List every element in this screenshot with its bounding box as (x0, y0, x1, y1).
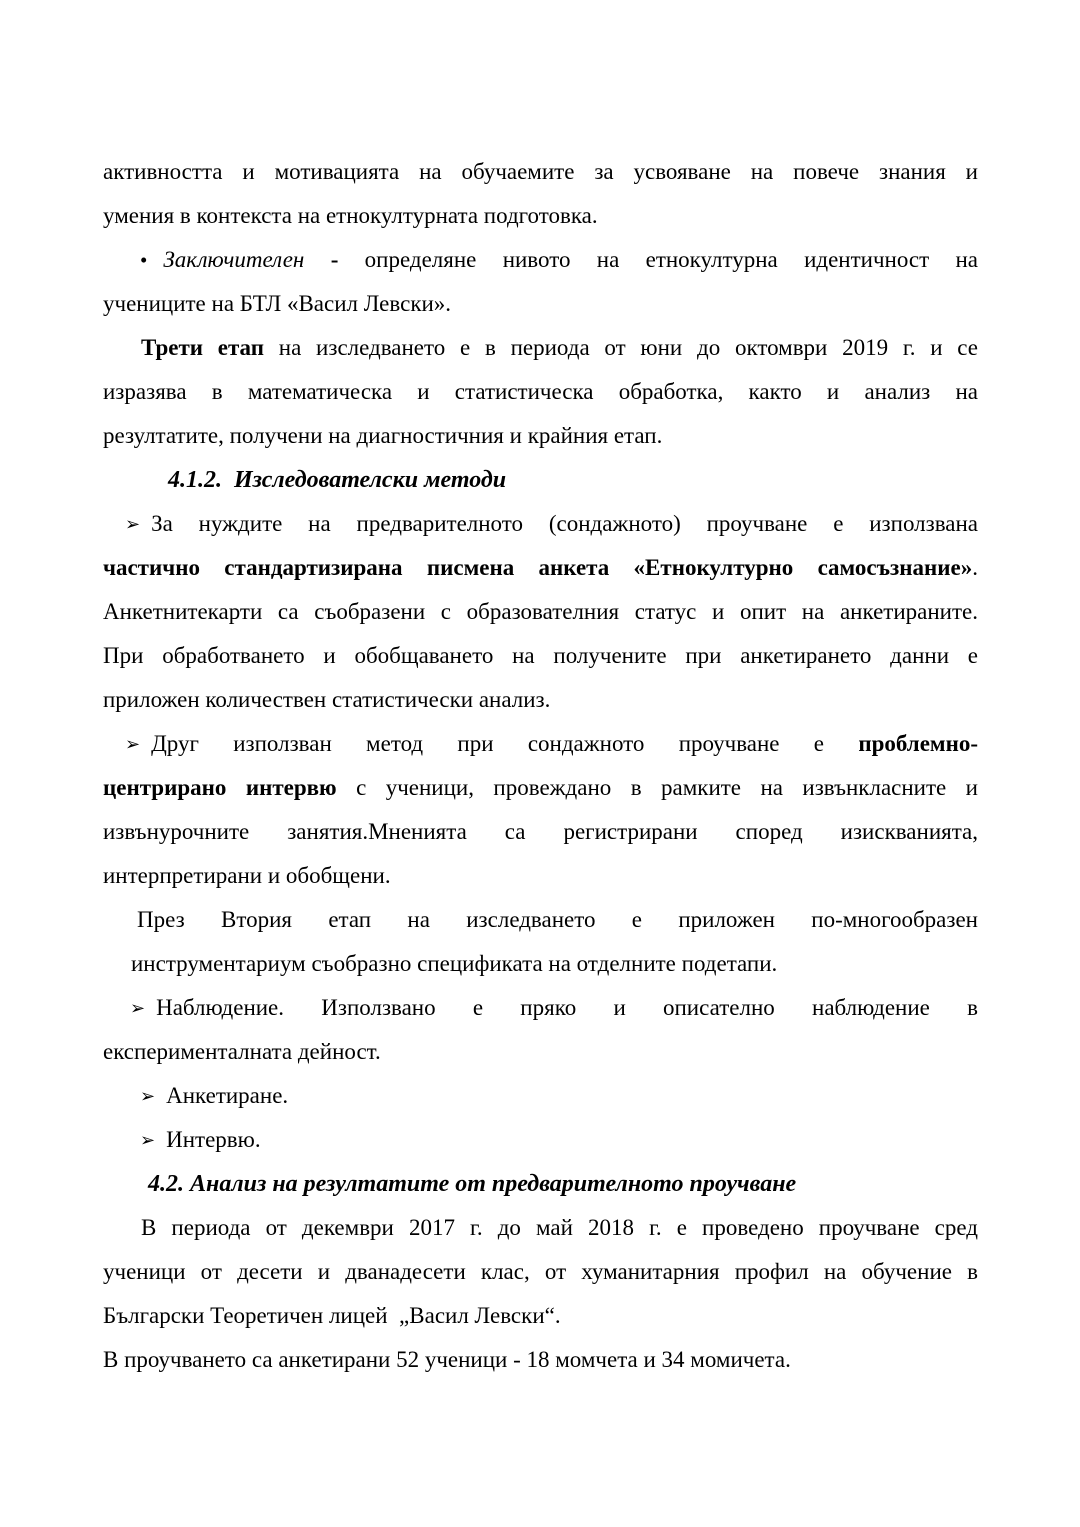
text-run: В периода от декември 2017 г. до май 2018 г. е проведено проучване сред (141, 1215, 978, 1240)
arrow-marker-icon: ➢ (140, 1086, 156, 1107)
arrow-marker-icon: ➢ (130, 998, 146, 1019)
arrow-item-drug-line-3 (103, 810, 978, 854)
page-content (103, 150, 978, 1382)
text-run: Интервю. (166, 1127, 261, 1152)
bullet-item-zaklyuchitelen-line-1 (103, 238, 978, 282)
text-run: Друг използван метод при сондажното проучване е (151, 731, 859, 756)
text-run: Анкетнитекарти са съобразени с образователния статус и опит на анкетираните. (103, 599, 978, 624)
text-run: интерпретирани и обобщени. (103, 863, 391, 888)
text-run: с ученици, провеждано в рамките на извънкласните и (336, 775, 978, 800)
text-run: умения в контекста на етнокултурната подготовка. (103, 203, 598, 228)
text-run: учениците на БТЛ «Васил Левски». (103, 291, 452, 316)
text-run: При обработването и обобщаването на получените при анкетирането данни е (103, 643, 978, 668)
paragraph-treti-etap-line-2 (103, 370, 978, 414)
text-run: резултатите, получени на диагностичния и крайния етап. (103, 423, 663, 448)
paragraph-v-perioda-line-2 (103, 1250, 978, 1294)
text-run: частично стандартизирана писмена анкета «Етнокултурно самосъзнание» (103, 555, 973, 580)
arrow-item-nablyudenie-line-2 (103, 1030, 978, 1074)
paragraph-v-perioda-line-3 (103, 1294, 978, 1338)
arrow-item-intervyu (103, 1118, 978, 1162)
arrow-item-drug-line-4 (103, 854, 978, 898)
text-run: 4.1.2. Изследователски методи (168, 467, 507, 493)
paragraph-treti-etap-line-3 (103, 414, 978, 458)
text-run: През Втория етап на изследването е приложен по-многообразен (137, 907, 978, 932)
arrow-item-nablyudenie-line-1 (103, 986, 978, 1030)
text-run: За нуждите на предварителното (сондажното) проучване е използвана (151, 511, 978, 536)
text-run: Заключителен (163, 247, 305, 272)
paragraph-treti-etap-line-1 (103, 326, 978, 370)
paragraph-prez-vtoria-line-1 (103, 898, 978, 942)
text-run: експерименталната дейност. (103, 1039, 381, 1064)
bullet-marker-icon: • (140, 248, 148, 272)
text-run: определяне нивото на етнокултурна идентичност на (338, 247, 979, 272)
text-run: инструментариум съобразно спецификата на отделните подетапи. (131, 951, 778, 976)
arrow-item-za-nuzhdite-line-5 (103, 678, 978, 722)
text-run: извънурочните занятия.Мненията са регистрирани според изискванията, (103, 819, 978, 844)
text-run: на изследването е в периода от юни до октомври 2019 г. и се (264, 335, 978, 360)
text-run: Трети етап (141, 335, 265, 360)
arrow-marker-icon: ➢ (125, 734, 141, 755)
paragraph-v-prouchvaneto (103, 1338, 978, 1382)
paragraph-v-perioda-line-1 (103, 1206, 978, 1250)
text-run: центрирано интервю (103, 775, 337, 800)
arrow-marker-icon: ➢ (140, 1130, 156, 1151)
text-run: приложен количествен статистически анализ. (103, 687, 551, 712)
arrow-item-za-nuzhdite-line-4 (103, 634, 978, 678)
section-heading-4-2 (103, 1162, 978, 1206)
paragraph-aktivnostta-line-2 (103, 194, 978, 238)
text-run: ученици от десети и дванадесети клас, от хуманитарния профил на обучение в (103, 1259, 978, 1284)
text-run: . (972, 555, 978, 580)
paragraph-prez-vtoria-line-2 (103, 942, 978, 986)
text-run: Български Теоретичен лицей „Васил Левски“. (103, 1303, 561, 1328)
arrow-item-za-nuzhdite-line-1 (103, 502, 978, 546)
text-run (304, 247, 330, 272)
arrow-item-za-nuzhdite-line-2 (103, 546, 978, 590)
paragraph-aktivnostta-line-1 (103, 150, 978, 194)
arrow-item-anketirane (103, 1074, 978, 1118)
text-run: Анкетиране. (166, 1083, 289, 1108)
text-run: активността и мотивацията на обучаемите за усвояване на повече знания и (103, 159, 978, 184)
arrow-item-drug-line-2 (103, 766, 978, 810)
text-run: изразява в математическа и статистическа обработка, както и анализ на (103, 379, 978, 404)
text-run: - (330, 247, 339, 272)
text-run: 4.2. Анализ на резултатите от предварителното проучване (148, 1171, 797, 1197)
bullet-item-zaklyuchitelen-line-2 (103, 282, 978, 326)
text-run: проблемно- (858, 731, 978, 756)
arrow-item-drug-line-1 (103, 722, 978, 766)
arrow-item-za-nuzhdite-line-3 (103, 590, 978, 634)
text-run: В проучването са анкетирани 52 ученици - 18 момчета и 34 момичета. (103, 1347, 791, 1372)
arrow-marker-icon: ➢ (125, 514, 141, 535)
text-run: Наблюдение. Използвано е пряко и описателно наблюдение в (156, 995, 978, 1020)
section-heading-4-1-2 (103, 458, 978, 502)
